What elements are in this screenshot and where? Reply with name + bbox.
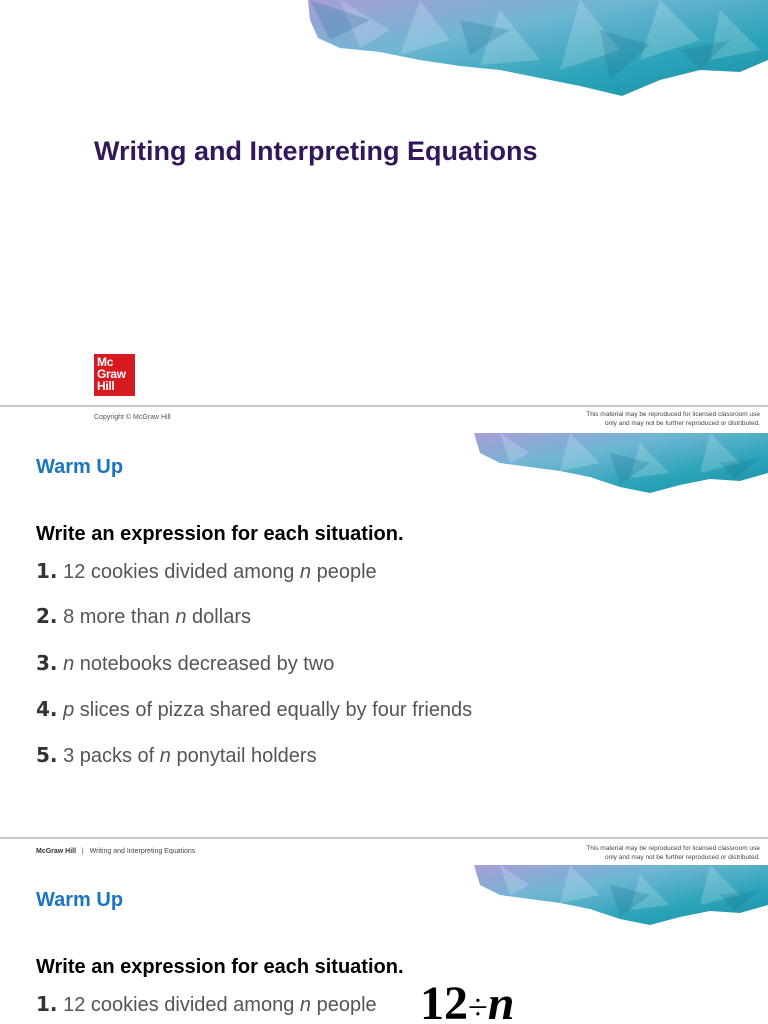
title-slide	[0, 0, 768, 405]
list-item: 4. p slices of pizza shared equally by four friends	[36, 697, 473, 721]
warmup-heading: Warm Up	[36, 456, 124, 478]
polygon-banner-graphic	[470, 865, 768, 927]
warmup-answer-slide	[0, 839, 768, 1024]
warmup-slide	[0, 407, 768, 837]
instruction-text: Write an expression for each situation.	[36, 956, 404, 978]
polygon-banner-graphic	[300, 0, 768, 100]
instruction-text: Write an expression for each situation.	[36, 523, 404, 545]
warmup-heading: Warm Up	[36, 889, 124, 911]
answer-expression: 12÷n	[420, 977, 515, 1024]
page-title: Writing and Interpreting Equations	[94, 136, 538, 166]
legal-notice: This material may be reproduced for licensed classroom use only and may not be further reproduced or distributed.	[586, 411, 760, 427]
list-item: 1. 12 cookies divided among n people	[36, 559, 377, 583]
copyright-text: Copyright © McGraw Hill	[94, 414, 171, 421]
list-item: 3. n notebooks decreased by two	[36, 651, 335, 675]
mcgraw-hill-logo: Mc Graw Hill	[94, 354, 135, 396]
slide-footer: McGraw Hill | Writing and Interpreting Equations	[36, 848, 196, 855]
list-item: 1. 12 cookies divided among n people	[36, 992, 377, 1016]
list-item: 2. 8 more than n dollars	[36, 604, 251, 628]
legal-notice: This material may be reproduced for licensed classroom use only and may not be further reproduced or distributed.	[586, 845, 760, 861]
list-item: 5. 3 packs of n ponytail holders	[36, 743, 317, 767]
polygon-banner-graphic	[470, 433, 768, 495]
